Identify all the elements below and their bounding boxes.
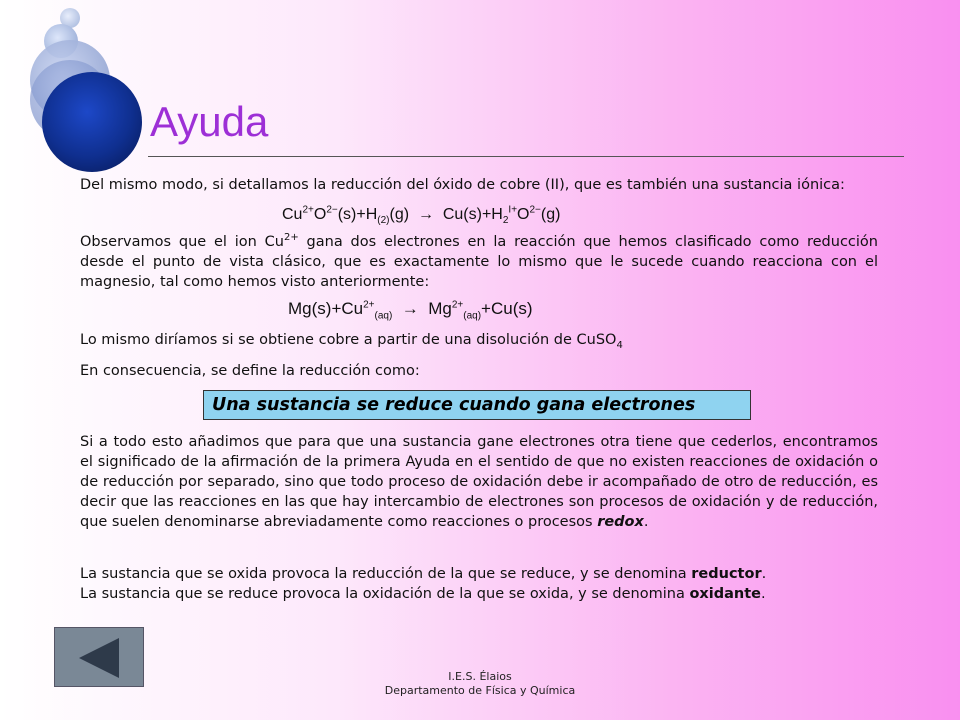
paragraph-observation: Observamos que el ion $Cu^{2+}$ gana dos electrones en la reacción que hemos clasificado como reducción desde el punto de vista clásico, que es exactamente lo mismo que le sucede cuando reacciona con el magnesio, tal como hemos visto anteriormente: (80, 232, 878, 290)
large-blue-circle-icon (42, 72, 142, 172)
footer (0, 670, 960, 698)
footer-department: Departamento de Física y Química (384, 684, 576, 697)
equation-magnesium: $Mg(s)+Cu^{2+}_{(aq)} \to Mg^{2+}_{(aq)}+Cu(s)$ (288, 299, 533, 322)
paragraph-redox: Si a todo esto añadimos que para que una sustancia gane electrones otra tiene que cederlos, encontramos el significado de la afirmación de la primera Ayuda en el sentido de que no existen reacciones de oxidación o de reducción por separado, sino que todo proceso de oxidación debe ir acompañado de otro de reducción, es decir que las reacciones en las que hay intercambio de electrones son procesos de oxidación y de reducción, que suelen denominarse abreviadamente como reacciones o procesos redox. (80, 434, 878, 530)
footer-school: I.E.S. Élaios (448, 670, 512, 683)
equation-copper-oxide: $Cu^{2+}O^{2-}(s)+H_{(2)}(g) \to Cu(s)+H_2^{I+}O^{2-}(g)$ (282, 204, 561, 227)
definition-box: Una sustancia se reduce cuando gana electrones (203, 390, 751, 420)
paragraph-cuso4: Lo mismo diríamos si se obtiene cobre a partir de una disolución de CuSO$_4$ (80, 332, 623, 351)
page-title: Ayuda (150, 98, 269, 145)
title-divider (148, 156, 904, 157)
paragraph-consequence: En consecuencia, se define la reducción como: (80, 363, 420, 379)
paragraph-reductor-oxidante: La sustancia que se oxida provoca la reducción de la que se reduce, y se denomina reductor. La sustancia que se reduce provoca la oxidación de la que se oxida, y se denomina oxidante. (80, 566, 767, 602)
decorative-circles (0, 0, 160, 180)
paragraph-intro: Del mismo modo, si detallamos la reducción del óxido de cobre (II), que es también una sustancia iónica: (80, 177, 845, 193)
